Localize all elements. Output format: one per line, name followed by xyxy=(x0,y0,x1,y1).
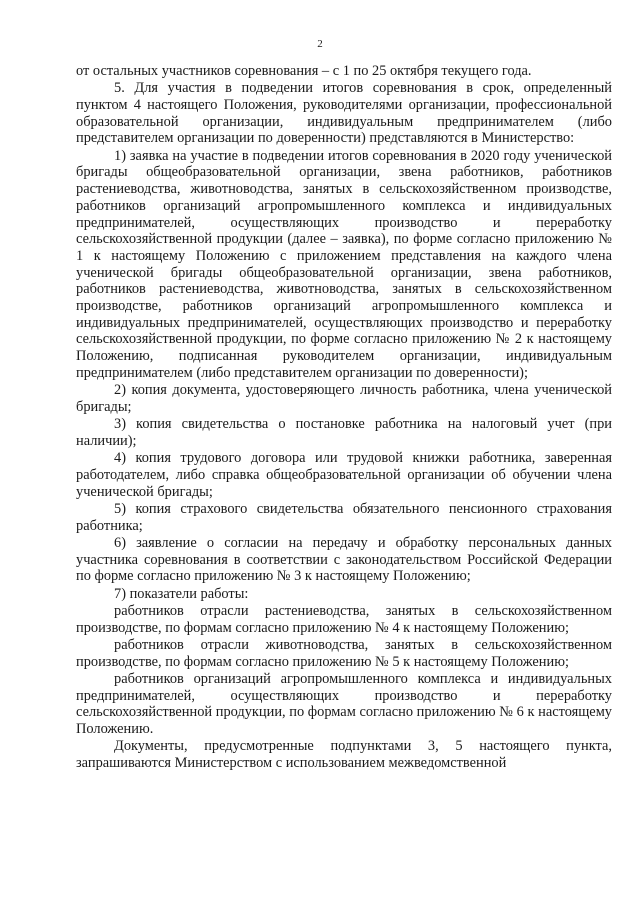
paragraph-subitem-3: 3) копия свидетельства о постановке работника на налоговый учет (при наличии); xyxy=(76,416,612,449)
page-number: 2 xyxy=(317,38,323,50)
document-body xyxy=(76,63,612,772)
paragraph-subitem-4: 4) копия трудового договора или трудовой книжки работника, заверенная работодателем, либо справка общеобразовательной организации об обучении члена ученической бригады; xyxy=(76,450,612,500)
paragraph-continuation: от остальных участников соревнования – с 1 по 25 октября текущего года. xyxy=(76,63,532,79)
paragraph-documents-request: Документы, предусмотренные подпунктами 3, 5 настоящего пункта, запрашиваются Министерством с использованием межведомственной xyxy=(76,738,612,771)
paragraph-subitem-5: 5) копия страхового свидетельства обязательного пенсионного страхования работника; xyxy=(76,500,612,534)
paragraph-subitem-7: 7) показатели работы: xyxy=(114,585,249,602)
paragraph-subitem-6: 6) заявление о согласии на передачу и обработку персональных данных участника соревнования в соответствии с законодательством Российской Федерации по форме согласно приложению № 3 к настоящему Положению; xyxy=(76,534,612,585)
paragraph-agro-workers: работников организаций агропромышленного комплекса и индивидуальных предпринимателей, осуществляющих производство и переработку сельскохозяйственной продукции, по формам согласно приложению № 6 к настоящему Положению. xyxy=(76,670,612,737)
paragraph-item-5: 5. Для участия в подведении итогов соревнования в срок, определенный пунктом 4 настоящего Положения, руководителями организации, профессиональной образовательной организации, индивидуальным предпринимателем (либо представителем организации по доверенности) представляются в Министерство: xyxy=(76,80,612,147)
paragraph-subitem-2: 2) копия документа, удостоверяющего личность работника, члена ученической бригады; xyxy=(76,382,612,415)
paragraph-crop-workers: работников отрасли растениеводства, занятых в сельскохозяйственном производстве, по формам согласно приложению № 4 к настоящему Положению; xyxy=(76,602,612,636)
paragraph-livestock-workers: работников отрасли животноводства, занятых в сельскохозяйственном производстве, по формам согласно приложению № 5 к настоящему Положению; xyxy=(76,636,612,670)
paragraph-subitem-1: 1) заявка на участие в подведении итогов соревнования в 2020 году ученической бригады общеобразовательной организации, звена работников, работников растениеводства, животноводства, занятых в сельскохозяйственном производстве, работников организаций агропромышленного комплекса и индивидуальных предпринимателей, осуществляющих производство и переработку сельскохозяйственной продукции (далее – заявка), по форме согласно приложению № 1 к настоящему Положению с приложением представления на каждого члена ученической бригады общеобразовательной организации, звена работников, работников растениеводства, животноводства, занятых в сельскохозяйственном производстве, работников организаций агропромышленного комплекса и индивидуальных предпринимателей, осуществляющих производство и переработку сельскохозяйственной продукции, по форме согласно приложению № 2 к настоящему Положению, подписанная руководителем организации, индивидуальным предпринимателем (либо представителем организации по доверенности); xyxy=(76,147,612,381)
